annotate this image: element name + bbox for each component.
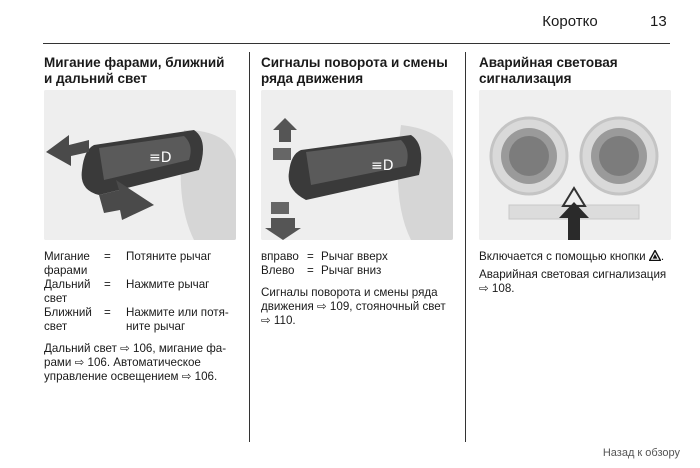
column-divider-2 xyxy=(465,52,466,442)
section-title: Сигналы поворота и смены ряда движения xyxy=(261,55,448,86)
headlight-lever-illustration xyxy=(44,90,236,240)
back-to-overview-link[interactable]: Назад к обзору xyxy=(602,447,680,459)
hazard-triangle-icon xyxy=(649,250,661,261)
hazard-text: Включается с помощью кнопки . xyxy=(479,250,665,263)
section-title: Аварийная световая сигнализация xyxy=(479,55,618,86)
svg-text:≡D: ≡D xyxy=(371,158,394,174)
definition-row: Влево = Рычаг вниз xyxy=(261,264,382,277)
header-title: Коротко xyxy=(542,13,598,30)
section-hazard-lights xyxy=(479,55,674,296)
hazard-button-illustration xyxy=(479,90,671,240)
page-number: 13 xyxy=(650,13,667,30)
section-title: Мигание фарами, ближний и дальний свет xyxy=(44,55,225,86)
header-rule xyxy=(43,43,670,44)
svg-text:≡D: ≡D xyxy=(149,150,172,166)
section-headlights xyxy=(44,55,239,384)
cross-reference-text: Сигналы поворота и смены ряда движения ⇨ 109, стояночный свет ⇨ 110. xyxy=(261,286,446,327)
definition-row: вправо = Рычаг вверх xyxy=(261,250,388,263)
turn-signal-lever-illustration xyxy=(261,90,453,240)
definition-row: Дальний свет = Нажмите рычаг xyxy=(44,278,210,305)
cross-reference-text: Аварийная световая сигнализация ⇨ 108. xyxy=(479,268,667,295)
column-divider-1 xyxy=(249,52,250,442)
definition-row: Ближний свет = Нажмите или потя-ните рычаг xyxy=(44,306,229,333)
cross-reference-text: Дальний свет ⇨ 106, мигание фа-рами ⇨ 106. Автоматическое управление освещением ⇨ 106. xyxy=(44,342,227,383)
section-turn-signals xyxy=(261,55,456,328)
definition-row: Мигание фарами = Потяните рычаг xyxy=(44,250,212,277)
